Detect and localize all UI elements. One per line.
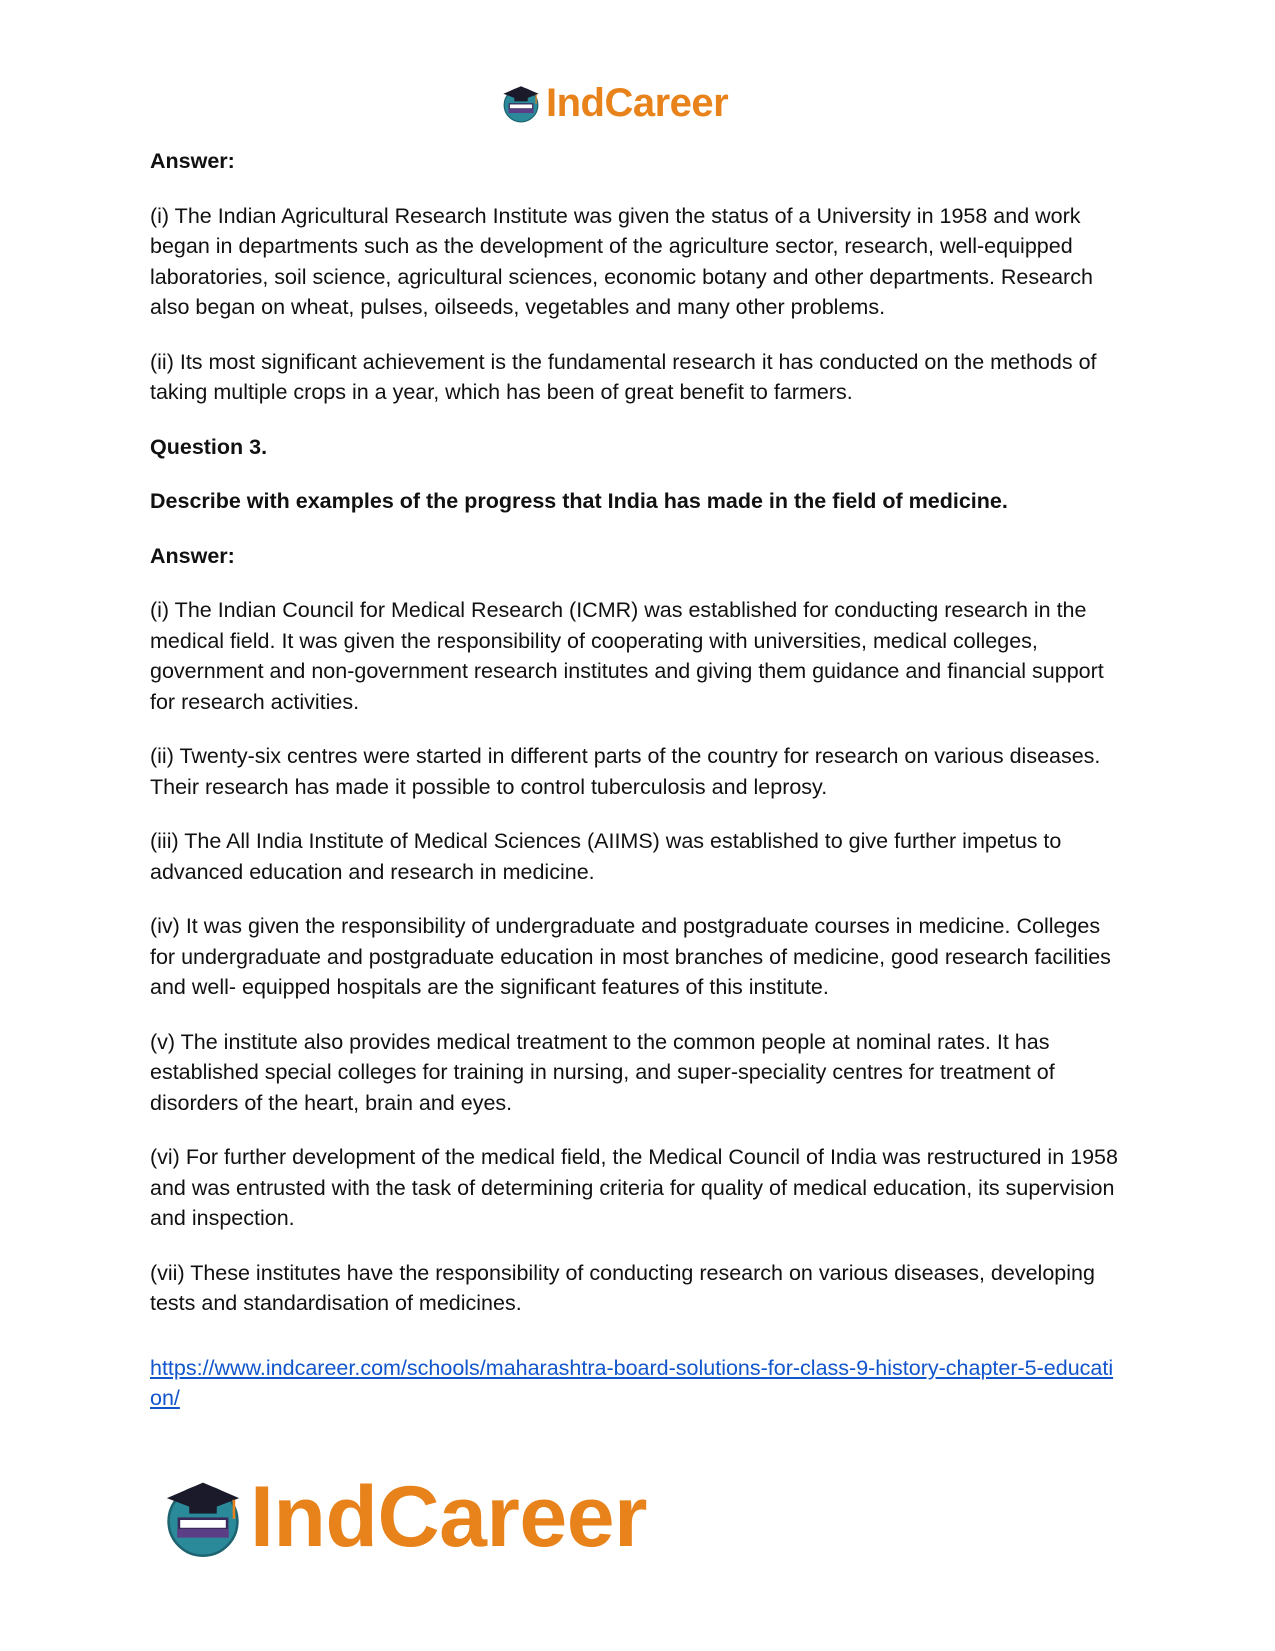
answer-point: (iii) The All India Institute of Medical Sciences (AIIMS) was established to give further impetus to advanced education and research in medicine. (150, 829, 1062, 884)
logo-text: IndCareer (546, 81, 729, 125)
footer-logo (160, 1469, 647, 1565)
answer-label: Answer: (150, 149, 235, 173)
answer-point: (vi) For further development of the medical field, the Medical Council of India was restructured in 1958 and was entrusted with the task of determining criteria for quality of medical education, its supervision and inspection. (150, 1145, 1118, 1230)
source-link[interactable]: https://www.indcareer.com/schools/maharashtra-board-solutions-for-class-9-history-chapter-5-education/ (150, 1355, 1114, 1410)
answer-point: (vii) These institutes have the responsibility of conducting research on various diseases, developing tests and standardisation of medicines. (150, 1260, 1095, 1315)
answer-point: (v) The institute also provides medical treatment to the common people at nominal rates. It has established special colleges for training in nursing, and super-speciality centres for treatment of disorders of the heart, brain and eyes. (150, 1029, 1055, 1115)
answer-point: (ii) Twenty-six centres were started in different parts of the country for research on various diseases. Their research has made it possible to control tuberculosis and leprosy. (150, 744, 1101, 799)
question-label: Question 3. (150, 434, 268, 459)
graduation-cap-book-globe-icon (500, 82, 542, 124)
logo-text: IndCareer (250, 1469, 647, 1565)
answer-point: (i) The Indian Council for Medical Research (ICMR) was established for conducting research in the medical field. It was given the responsibility of cooperating with universities, medical colleges, government and non-government research institutes and giving them guidance and financial support for research activities. (150, 598, 1104, 714)
answer-paragraph: (i) The Indian Agricultural Research Institute was given the status of a University in 1958 and work began in departments such as the development of the agriculture sector, research, well-equipped laboratories, soil science, agricultural sciences, economic botany and other departments. Research also began on wheat, pulses, oilseeds, vegetables and many other problems. (150, 203, 1093, 319)
document-body (150, 146, 1125, 1414)
graduation-cap-book-globe-icon (160, 1474, 246, 1560)
question-text: Describe with examples of the progress that India has made in the field of medicine. (150, 489, 1008, 513)
answer-point: (iv) It was given the responsibility of undergraduate and postgraduate courses in medicine. Colleges for undergraduate and postgraduate education in most branches of medicine, good research facilities and well- equipped hospitals are the significant features of this institute. (150, 914, 1111, 999)
header-logo (500, 80, 728, 126)
answer-label: Answer: (150, 543, 235, 568)
answer-paragraph: (ii) Its most significant achievement is the fundamental research it has conducted on the methods of taking multiple crops in a year, which has been of great benefit to farmers. (150, 349, 1097, 404)
